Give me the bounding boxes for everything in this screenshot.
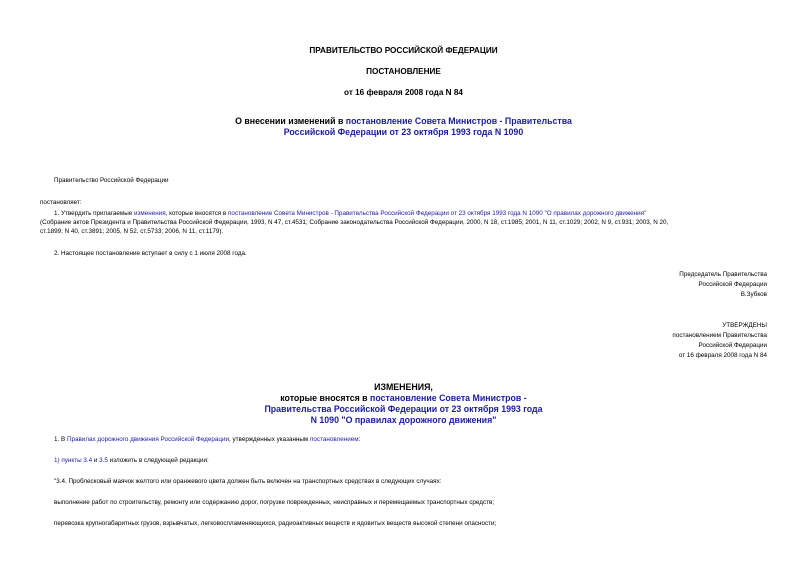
resolution-link[interactable]: постановлением [310,436,359,443]
item-1 [54,435,360,445]
p1-text-b: , которые вносятся в [165,210,229,217]
title-link-line2[interactable]: Российской Федерации от 23 октября 1993 года N 1090 [283,127,524,137]
changes-sub-line1 [0,393,807,404]
title-prefix: О внесении изменений в [235,116,346,126]
subitem-1-number: 1) [54,457,62,464]
changes-link[interactable]: изменения [134,210,166,217]
document-type: ПОСТАНОВЛЕНИЕ [366,67,441,76]
quote-line-2: выполнение работ по строительству, ремонту или содержанию дорог, погрузке поврежденных, неисправных и перемещаемых транспортных средств; [54,499,495,506]
document-date-number: от 16 февраля 2008 года N 84 [344,88,463,97]
signature-position: Председатель Правительства [679,271,767,278]
decree-1090-link[interactable]: постановление Совета Министров - Правительства Российской Федерации от 23 октября 1993 года N 1090 "О правилах дорожного движения" [228,210,647,217]
changes-heading: ИЗМЕНЕНИЯ, [374,382,433,392]
approved-line3: Российской Федерации [698,342,767,349]
changes-decree-link-1[interactable]: постановление Совета Министров - [370,393,527,403]
traffic-rules-link[interactable]: Правилах дорожного движения Российской Федерации [66,436,230,443]
clause-3-5-link[interactable]: 3.5 [99,457,108,464]
government-heading: ПРАВИТЕЛЬСТВО РОССИЙСКОЙ ФЕДЕРАЦИИ [309,46,498,55]
signature-name: В.Зубков [740,291,767,298]
changes-decree-link-2[interactable]: Правительства Российской Федерации от 23 октября 1993 года [264,404,543,414]
approved-line2: постановлением Правительства [672,332,767,339]
item-1-text-c: : [358,436,361,443]
changes-sub-text: которые вносятся в [280,393,371,403]
signature-federation: Российской Федерации [698,281,767,288]
item-1-text-b: , утвержденных указанным [229,436,311,443]
subitem-1 [54,456,209,466]
changes-decree-link-3[interactable]: N 1090 "О правилах дорожного движения" [310,415,497,425]
item-1-text-a: 1. В [54,436,67,443]
clause-3-4-link[interactable]: пункты 3.4 [61,457,93,464]
quote-line-3: перевозка крупногабаритных грузов, взрывчатых, легковоспламеняющихся, радиоактивных веществ и ядовитых веществ высокой степени опасности; [54,520,497,527]
title-link-line1[interactable]: постановление Совета Министров - Правительства [345,116,572,126]
approved-heading: УТВЕРЖДЕНЫ [722,322,767,329]
intro-text: Правительство Российской Федерации [54,177,169,184]
quote-line-1: "3.4. Проблесковый маячок желтого или оранжевого цвета должен быть включен на транспортных средствах в следующих случаях: [54,478,442,485]
document-title [0,116,807,127]
postanovlyaet-text: постановляет: [40,199,82,206]
subitem-1-and: и [92,457,100,464]
subitem-1-rest: изложить в следующей редакции: [107,457,209,464]
p1-text-a: 1. Утвердить прилагаемые [54,210,134,217]
paragraph-1-line3: ст.1899; N 40, ст.3891; 2005, N 52, ст.5733; 2006, N 11, ст.1179). [40,228,224,235]
paragraph-2: 2. Настоящее постановление вступает в силу с 1 июля 2008 года. [54,250,247,257]
paragraph-1-line2: (Собрание актов Президента и Правительства Российской Федерации, 1993, N 47, ст.4531; Собрание законодательства Российской Федерации, 2000, N 18, ст.1985; 2001, N 11, ст.1029; 2002, N 9, ст.931; 2003, N 20, [40,219,669,226]
approved-line4: от 16 февраля 2008 года N 84 [678,352,767,359]
